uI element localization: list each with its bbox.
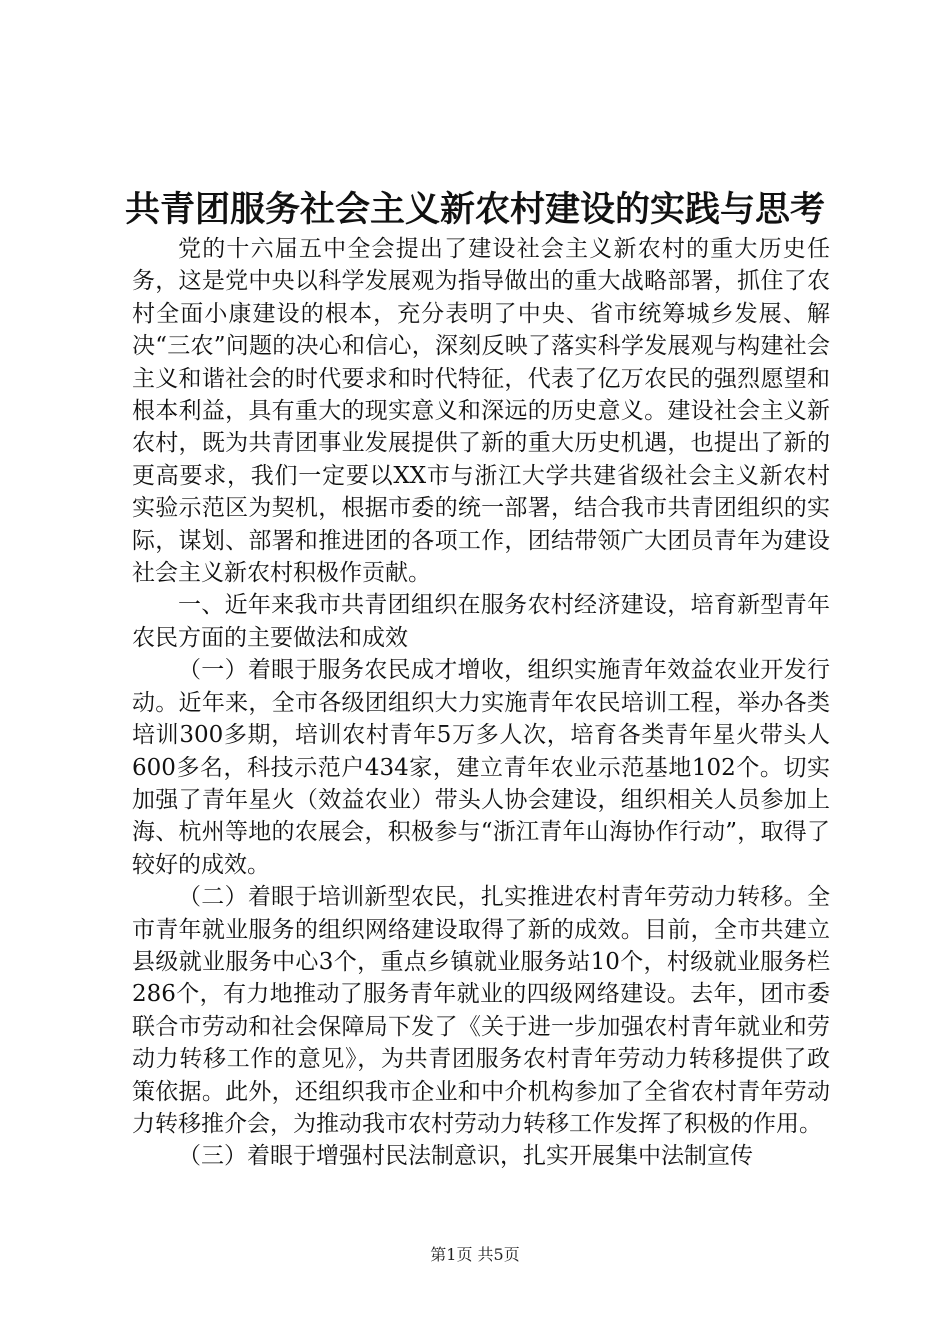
- page-footer: 第1页 共5页: [430, 1245, 520, 1264]
- document-title: 共青团服务社会主义新农村建设的实践与思考: [124, 190, 825, 230]
- paragraph-subsection-2: （二）着眼于培训新型农民，扎实推进农村青年劳动力转移。全市青年就业服务的组织网络建设取得了新的成效。目前，全市共建立县级就业服务中心3个，重点乡镇就业服务站10个，村级就业服务栏286个，有力地推动了服务青年就业的四级网络建设。去年，团市委联合市劳动和社会保障局下发了《关于进一步加强农村青年就业和劳动力转移工作的意见》，为共青团服务农村青年劳动力转移提供了政策依据。此外，还组织我市企业和中介机构参加了全省农村青年劳动力转移推介会，为推动我市农村劳动力转移工作发挥了积极的作用。: [132, 884, 830, 1137]
- paragraph-intro: 党的十六届五中全会提出了建设社会主义新农村的重大历史任务，这是党中央以科学发展观为指导做出的重大战略部署，抓住了农村全面小康建设的根本，充分表明了中央、省市统筹城乡发展、解决“三农”问题的决心和信心，深刻反映了落实科学发展观与构建社会主义和谐社会的时代要求和时代特征，代表了亿万农民的强烈愿望和根本利益，具有重大的现实意义和深远的历史意义。建设社会主义新农村，既为共青团事业发展提供了新的重大历史机遇，也提出了新的更高要求，我们一定要以XX市与浙江大学共建省级社会主义新农村实验示范区为契机，根据市委的统一部署，结合我市共青团组织的实际，谋划、部署和推进团的各项工作，团结带领广大团员青年为建设社会主义新农村积极作贡献。: [132, 236, 830, 587]
- paragraph-subsection-3: （三）着眼于增强村民法制意识，扎实开展集中法制宣传: [178, 1143, 753, 1170]
- paragraph-subsection-1: （一）着眼于服务农民成才增收，组织实施青年效益农业开发行动。近年来，全市各级团组织大力实施青年农民培训工程，举办各类培训300多期，培训农村青年5万多人次，培育各类青年星火带头人600多名，科技示范户434家，建立青年农业示范基地102个。切实加强了青年星火（效益农业）带头人协会建设，组织相关人员参加上海、杭州等地的农展会，积极参与“浙江青年山海协作行动”，取得了较好的成效。: [132, 657, 830, 878]
- section-heading-1: 一、近年来我市共青团组织在服务农村经济建设，培育新型青年农民方面的主要做法和成效: [132, 592, 830, 651]
- document-body: [132, 233, 830, 1173]
